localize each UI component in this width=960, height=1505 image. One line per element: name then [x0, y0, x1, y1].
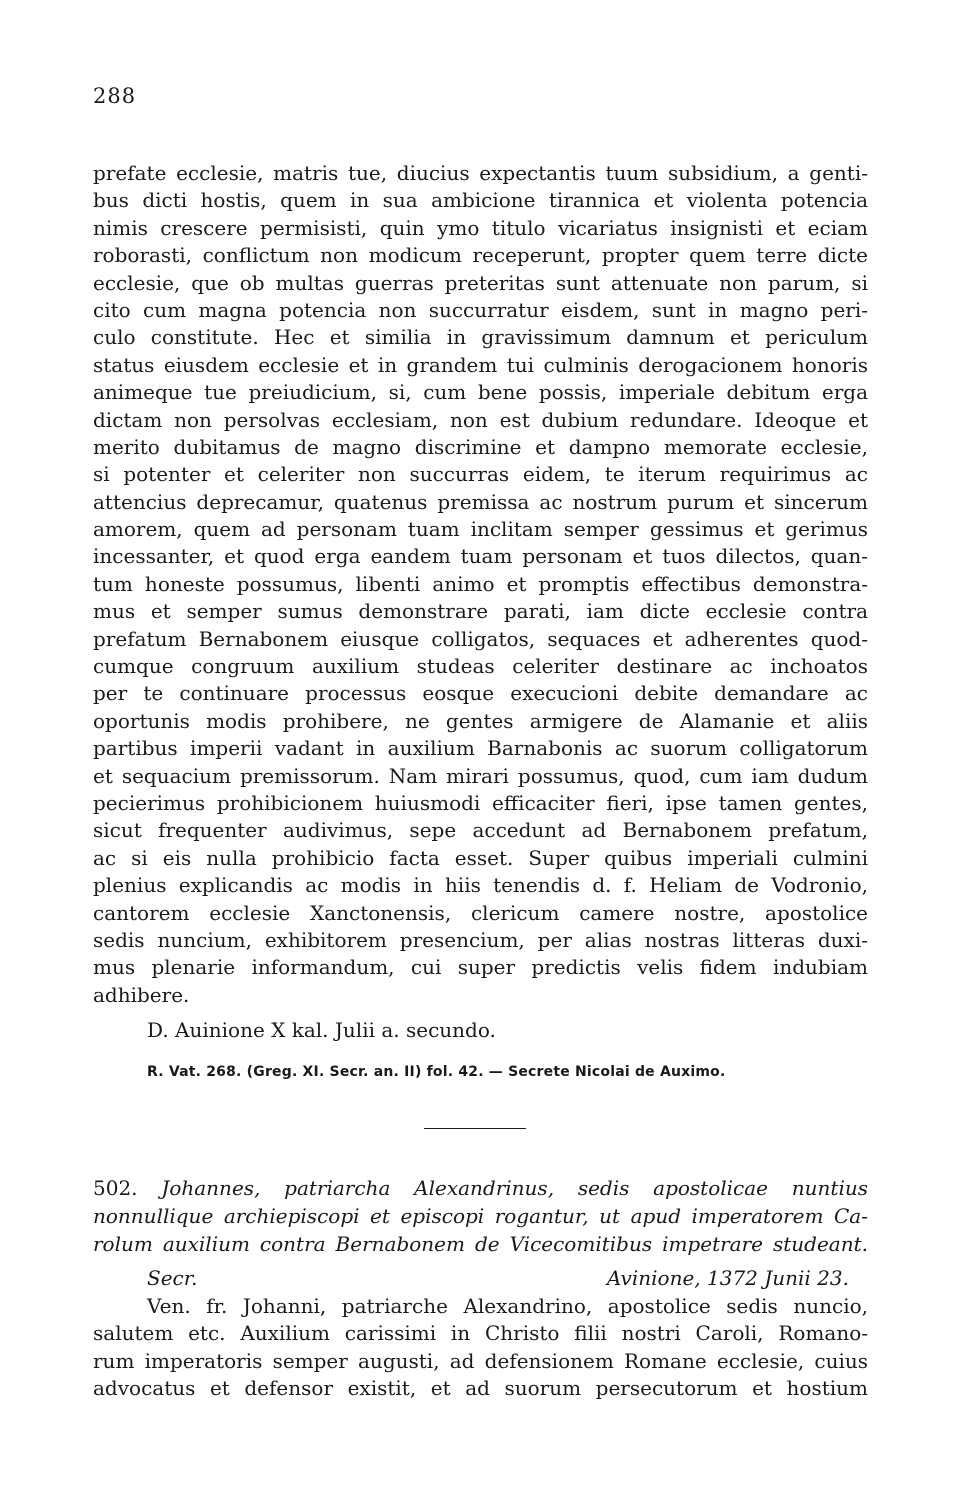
body-line: pecierimus prohibicionem huiusmodi efficaciter fieri, ipse tamen gentes, — [93, 790, 868, 815]
body-line: prefate ecclesie, matris tue, diucius expectantis tuum subsidium, a genti- — [93, 161, 868, 185]
body-line: partibus imperii vadant in auxilium Barnabonis ac suorum colligatorum — [93, 736, 868, 761]
source-note: R. Vat. 268. (Greg. XI. Secr. an. II) fol. 42. — Secrete Nicolai de Auximo. — [147, 1064, 726, 1080]
letter-text — [93, 1293, 868, 1403]
body-line: mus plenarie informandum, cui super predictis velis fidem indubiam — [93, 955, 868, 980]
place-date: Avinione, 1372 Junii 23. — [606, 1266, 849, 1290]
date-line: D. Auinione X kal. Julii a. secundo. — [147, 1018, 496, 1042]
heading-line: rolum auxilium contra Bernabonem de Vicecomitibus impetrare studeant. — [93, 1232, 868, 1256]
body-line: roborasti, conflictum non modicum receperunt, propter quem terre dicte — [93, 243, 868, 268]
body-line: mus et semper sumus demonstrare parati, iam dicte ecclesie contra — [93, 599, 868, 624]
body-line: attencius deprecamur, quatenus premissa ac nostrum purum et sincerum — [93, 489, 868, 514]
document-meta — [147, 1265, 849, 1292]
body-line: incessanter, et quod erga eandem tuam personam et tuos dilectos, quan- — [93, 544, 868, 569]
body-line: cito cum magna potencia non succurratur eisdem, sunt in magno peri- — [93, 297, 868, 322]
body-line: bus dicti hostis, quem in sua ambicione tirannica et violenta potencia — [93, 188, 868, 213]
body-line: ac si eis nulla prohibicio facta esset. Super quibus imperiali culmini — [93, 845, 868, 870]
letter-line: salutem etc. Auxilium carissimi in Christo filii nostri Caroli, Romano- — [93, 1321, 868, 1346]
body-line: animeque tue preiudicium, si, cum bene possis, imperiale debitum erga — [93, 380, 868, 405]
heading-number: 502. — [93, 1176, 138, 1200]
heading-line — [93, 1174, 868, 1202]
letter-line: Ven. fr. Johanni, patriarche Alexandrino, apostolice sedis nuncio, — [147, 1294, 868, 1318]
body-line: cantorem ecclesie Xanctonensis, clericum camere nostre, apostolice — [93, 900, 868, 925]
body-line: ecclesie, que ob multas guerras preteritas sunt attenuate non parum, si — [93, 270, 868, 295]
body-line: nimis crescere permisisti, quin ymo titulo vicariatus insignisti et eciam — [93, 215, 868, 240]
body-text — [93, 160, 868, 1009]
body-line: dictam non persolvas ecclesiam, non est dubium redundare. Ideoque et — [93, 407, 868, 432]
body-line: status eiusdem ecclesie et in grandem tui culminis derogacionem honoris — [93, 352, 868, 377]
body-line: et sequacium premissorum. Nam mirari possumus, quod, cum iam dudum — [93, 763, 868, 788]
body-line: amorem, quem ad personam tuam inclitam semper gessimus et gerimus — [93, 517, 868, 542]
body-line: per te continuare processus eosque execucioni debite demandare ac — [93, 681, 868, 706]
heading-line: nonnullique archiepiscopi et episcopi rogantur, ut apud imperatorem Ca- — [93, 1204, 868, 1228]
body-line: si potenter et celeriter non succurras eidem, te iterum requirimus ac — [93, 462, 868, 487]
page-number: 288 — [93, 84, 137, 108]
document-heading — [93, 1174, 868, 1258]
heading-line-text: Johannes, patriarcha Alexandrinus, sedis apostolicae nuntius — [161, 1176, 868, 1200]
body-line: oportunis modis prohibere, ne gentes armigere de Alamanie et aliis — [93, 708, 868, 733]
body-line: prefatum Bernabonem eiusque colligatos, sequaces et adherentes quod- — [93, 626, 868, 651]
section-divider — [424, 1128, 526, 1129]
body-line: culo constitute. Hec et similia in gravissimum damnum et periculum — [93, 325, 868, 350]
body-line: merito dubitamus de magno discrimine et dampno memorate ecclesie, — [93, 434, 868, 459]
letter-line: rum imperatoris semper augusti, ad defensionem Romane ecclesie, cuius — [93, 1348, 868, 1373]
body-line: tum honeste possumus, libenti animo et promptis effectibus demonstra- — [93, 571, 868, 596]
register-label: Secr. — [147, 1266, 198, 1290]
body-line: sedis nuncium, exhibitorem presencium, per alias nostras litteras duxi- — [93, 927, 868, 952]
letter-line: advocatus et defensor existit, et ad suorum persecutorum et hostium — [93, 1376, 868, 1401]
body-line: sicut frequenter audivimus, sepe accedunt ad Bernabonem prefatum, — [93, 818, 868, 843]
body-line: cumque congruum auxilium studeas celeriter destinare ac inchoatos — [93, 654, 868, 679]
body-line: plenius explicandis ac modis in hiis tenendis d. f. Heliam de Vodronio, — [93, 873, 868, 898]
body-line: adhibere. — [93, 982, 190, 1007]
